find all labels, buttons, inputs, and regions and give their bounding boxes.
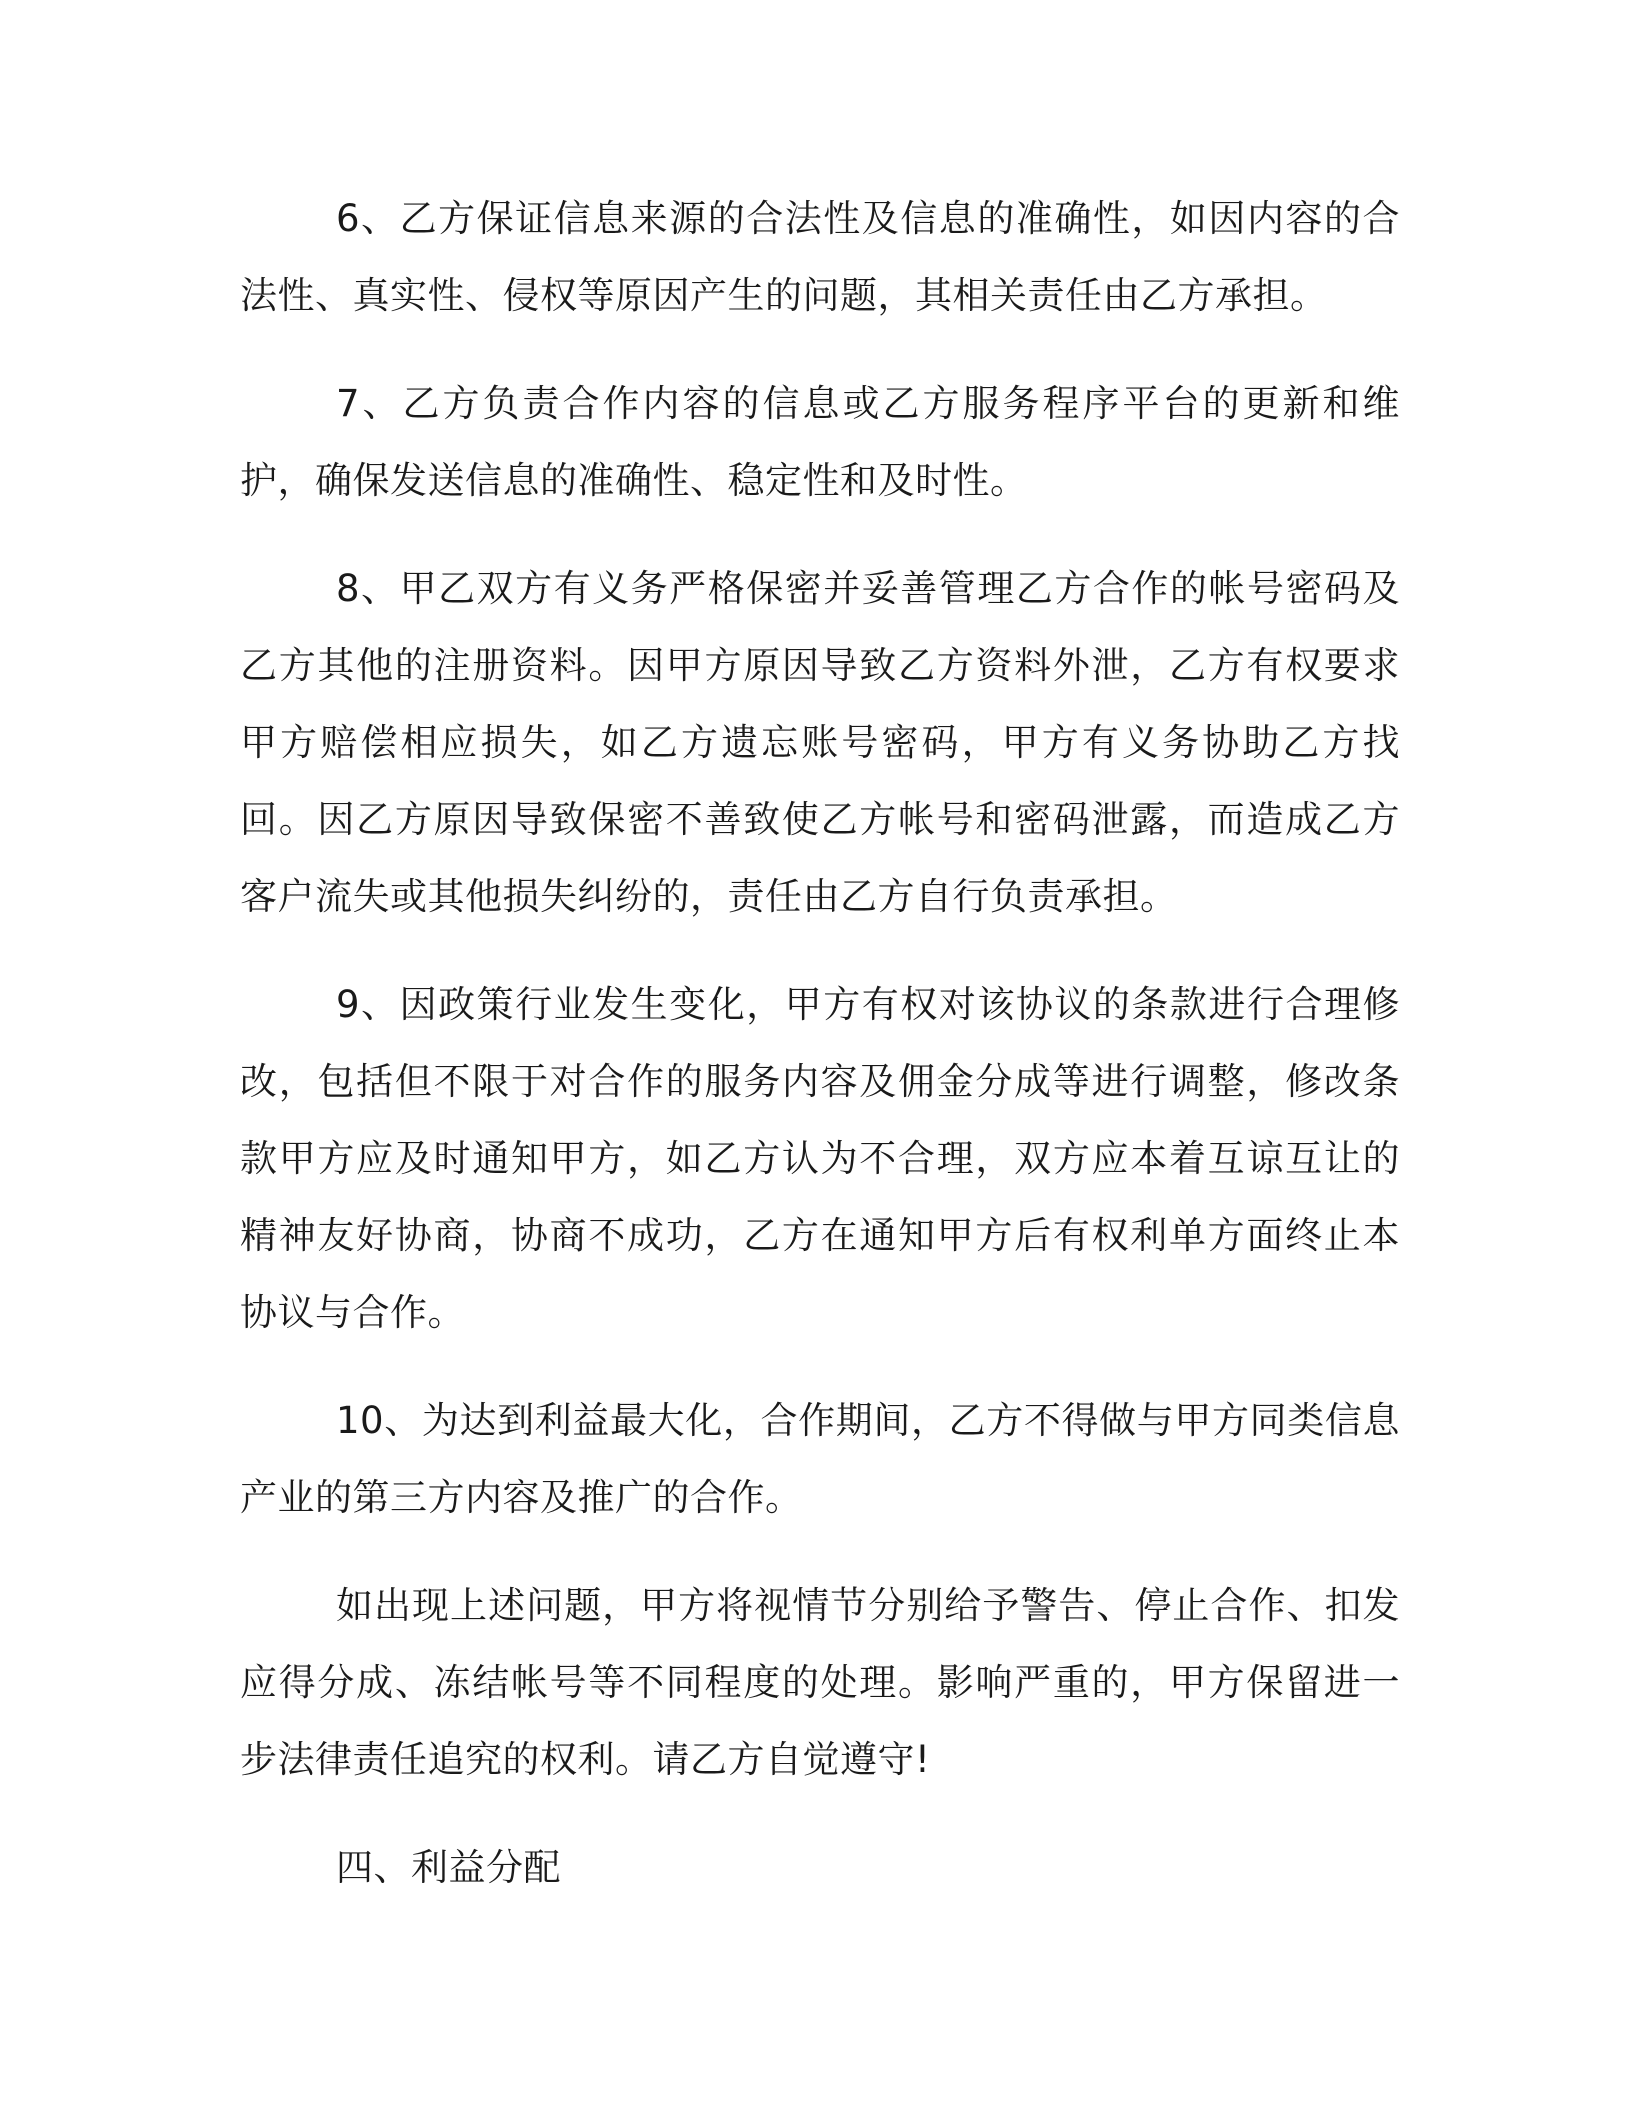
- penalty-paragraph: 如出现上述问题，甲方将视情节分别给予警告、停止合作、扣发应得分成、冻结帐号等不同程度的处理。影响严重的，甲方保留进一步法律责任追究的权利。请乙方自觉遵守!: [240, 1584, 1400, 1781]
- clause-6: 6、乙方保证信息来源的合法性及信息的准确性，如因内容的合法性、真实性、侵权等原因产生的问题，其相关责任由乙方承担。: [240, 197, 1400, 317]
- document-body: [240, 180, 1400, 1906]
- clause-8: 8、甲乙双方有义务严格保密并妥善管理乙方合作的帐号密码及乙方其他的注册资料。因甲方原因导致乙方资料外泄，乙方有权要求甲方赔偿相应损失，如乙方遗忘账号密码，甲方有义务协助乙方找回。因乙方原因导致保密不善致使乙方帐号和密码泄露，而造成乙方客户流失或其他损失纠纷的，责任由乙方自行负责承担。: [240, 567, 1400, 918]
- clause-9: 9、因政策行业发生变化，甲方有权对该协议的条款进行合理修改，包括但不限于对合作的服务内容及佣金分成等进行调整，修改条款甲方应及时通知甲方，如乙方认为不合理，双方应本着互谅互让的精神友好协商，协商不成功，乙方在通知甲方后有权利单方面终止本协议与合作。: [240, 983, 1400, 1334]
- section-heading: 四、利益分配: [336, 1846, 561, 1889]
- clause-10: 10、为达到利益最大化，合作期间，乙方不得做与甲方同类信息产业的第三方内容及推广的合作。: [240, 1399, 1400, 1519]
- clause-7: 7、乙方负责合作内容的信息或乙方服务程序平台的更新和维护，确保发送信息的准确性、稳定性和及时性。: [240, 382, 1400, 502]
